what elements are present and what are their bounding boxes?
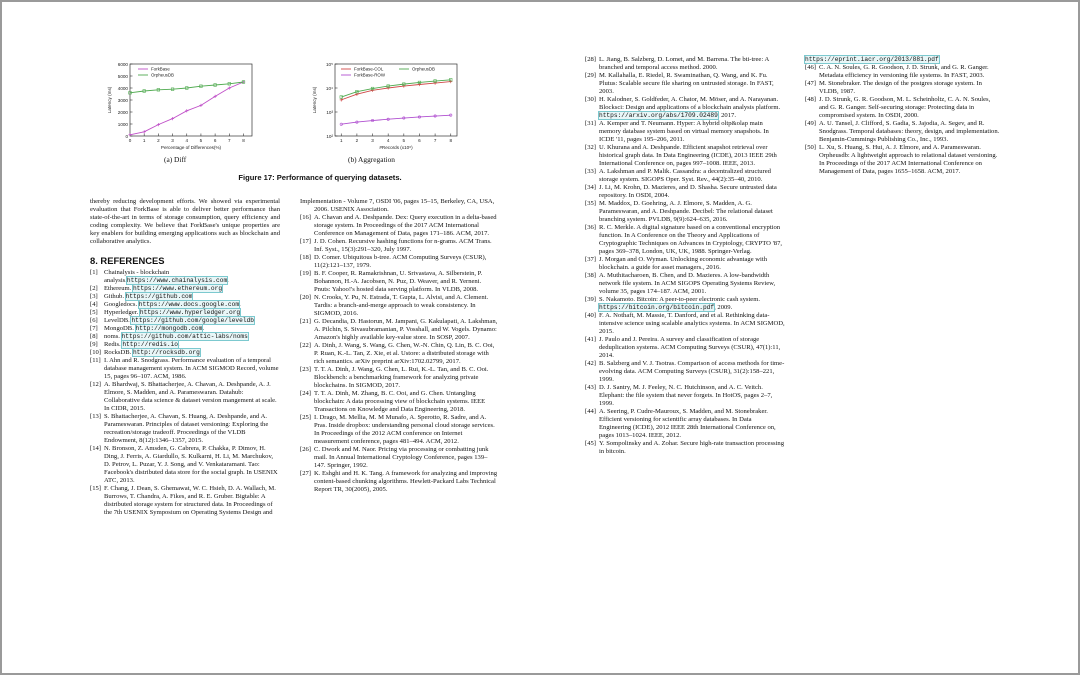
- reference-text: M. Maddox, D. Goehring, A. J. Elmore, S. Madden, A. G. Parameswaran, and A. Deshpande. Decibel: The relational dataset branching system. PVLDB, 9(9):624–635, 2016.: [599, 200, 773, 223]
- reference-item: [90, 381, 280, 413]
- reference-item: [805, 80, 1000, 96]
- reference-text: A. U. Tansel, J. Clifford, S. Gadia, S. Jajodia, A. Segev, and R. Snodgrass. Temporal databases: theory, design, and implementation. Benjamin-Cummings Publishing Co., Inc., 1993.: [819, 120, 1000, 143]
- reference-item: [300, 270, 498, 294]
- reference-number: [1]: [90, 269, 98, 276]
- reference-number: [33]: [585, 168, 596, 175]
- reference-text: G. Decandia, D. Hastorun, M. Jampani, G. Kakulapati, A. Lakshman, A. Pilchin, S. Sivasubramanian, P. Vosshall, and W. Vogels. Dynamo: Amazon's highly available key-value store. In SOSP, 2007.: [314, 318, 498, 341]
- reference-number: [9]: [90, 341, 98, 348]
- reference-number: [2]: [90, 285, 98, 292]
- x-tick-label: 6: [213, 138, 217, 143]
- reference-item: [585, 408, 785, 440]
- reference-number: [30]: [585, 96, 596, 103]
- subcaption-aggregation: (b) Aggregation: [348, 155, 395, 164]
- reference-item: [585, 312, 785, 336]
- x-tick-label: 2: [157, 138, 160, 143]
- reference-number: [19]: [300, 270, 311, 277]
- x-tick-label: 2: [355, 138, 359, 143]
- x-tick-label: 7: [228, 138, 231, 143]
- reference-text: C. Dwork and M. Naor. Pricing via processing or combatting junk mail. In Annual International Cryptology Conference, pages 139–147. Springer, 1992.: [314, 446, 489, 469]
- y-tick-label: 0: [125, 133, 128, 139]
- reference-item: [300, 238, 498, 254]
- reference-number: [36]: [585, 224, 596, 231]
- reference-text: T. T. A. Dinh, J. Wang, G. Chen, L. Rui, K.-L. Tan, and B. C. Ooi. Blockbench: a benchmarking framework for analyzing private blockchains. In SIGMOD, 2017.: [314, 366, 489, 389]
- reference-text: LevelDB.: [104, 317, 132, 324]
- reference-text: S. Nakamoto. Bitcoin: A peer-to-peer electronic cash system.: [599, 296, 761, 303]
- reference-number: [38]: [585, 272, 596, 279]
- reference-text: A. Muthitacharoen, B. Chen, and D. Mazieres. A low-bandwidth network file system. In ACM SIGOPS Operating Systems Review, volume 35, pages 174–187. ACM, 2001.: [599, 272, 776, 295]
- reference-text: M. Stonebraker. The design of the postgres storage system. In VLDB, 1987.: [819, 80, 982, 95]
- y-tick-label: 10⁴: [325, 85, 333, 91]
- column-4: [805, 56, 1000, 176]
- reference-item: [585, 272, 785, 296]
- reference-item: [300, 390, 498, 414]
- reference-number: [44]: [585, 408, 596, 415]
- y-tick-label: 1000: [117, 121, 128, 127]
- reference-text: B. F. Cooper, R. Ramakrishnan, U. Srivastava, A. Silberstein, P. Bohannon, H.-A. Jacobsen, N. Puz, D. Weaver, and R. Yerneni. Pnuts: Yahoo!'s hosted data serving platform. In VLDB, 2008.: [314, 270, 483, 293]
- reference-number: [18]: [300, 254, 311, 261]
- reference-item: [90, 317, 280, 325]
- x-tick-label: 5: [199, 138, 203, 143]
- x-tick-label: 8: [449, 138, 453, 143]
- reference-item: [805, 144, 1000, 176]
- reference-number: [48]: [805, 96, 816, 103]
- reference-link[interactable]: https://bitcoin.org/bitcoin.pdf: [599, 304, 715, 311]
- reference-item: [300, 446, 498, 470]
- reference-item: [90, 445, 280, 485]
- reference-text: Y. Sompolinsky and A. Zohar. Secure high-rate transaction processing in bitcoin.: [599, 440, 785, 455]
- figure-17: [100, 52, 520, 182]
- series-line: [130, 82, 243, 135]
- reference-item: [90, 269, 280, 285]
- reference-item: [90, 413, 280, 445]
- reference-number: [40]: [585, 312, 596, 319]
- reference-item: [90, 309, 280, 317]
- reference-number: [24]: [300, 390, 311, 397]
- reference-item: [585, 168, 785, 184]
- figure-caption: Figure 17: Performance of querying datasets.: [238, 173, 402, 182]
- reference-link[interactable]: https://github.com: [125, 293, 193, 300]
- reference-suffix: .: [202, 325, 205, 332]
- chart-diff: [100, 58, 260, 158]
- reference-link[interactable]: http://redis.io: [122, 341, 179, 348]
- reference-suffix: , 2009.: [714, 304, 733, 311]
- reference-text: A. Lakshman and P. Malik. Cassandra: a decentralized structured storage system. SIGOPS Oper. Syst. Rev., 44(2):35–40, 2010.: [599, 168, 771, 183]
- reference-item: [300, 318, 498, 342]
- reference-text: H. Kalodner, S. Goldfeder, A. Chator, M. Möser, and A. Narayanan. Blocksci: Design and applications of a blockchain analysis platform.: [599, 96, 781, 111]
- x-tick-label: 8: [242, 138, 245, 143]
- plot-frame: [130, 64, 252, 136]
- reference-text: Hyperledger.: [104, 309, 140, 316]
- reference-number: [3]: [90, 293, 98, 300]
- reference-item: [585, 256, 785, 272]
- reference-link[interactable]: https://www.ethereum.org: [132, 285, 223, 292]
- references-list-4: [805, 56, 1000, 176]
- column-2: [300, 198, 498, 494]
- x-tick-label: 1: [339, 138, 343, 143]
- reference-text: Redis.: [104, 341, 123, 348]
- column-1: [90, 198, 280, 517]
- series-forkbase: [128, 80, 245, 136]
- reference-text: MongoDB.: [104, 325, 136, 332]
- reference-suffix: , 2017.: [717, 112, 736, 119]
- reference-text: R. C. Merkle. A digital signature based on a conventional encryption function. In A Conference on the Theory and Applications of Cryptographic Techniques on Advances in Cryptology, CRYPTO '87, pages 369–378, London, UK, UK, 1988. Springer-Verlag.: [599, 224, 783, 255]
- chart-aggregation: [305, 58, 465, 158]
- reference-item: [300, 254, 498, 270]
- reference-text: T. T. A. Dinh, M. Zhang, B. C. Ooi, and G. Chen. Untangling blockchain: A data processing view of blockchain systems. IEEE Transactions on Knowledge and Data Engineering, 2018.: [314, 390, 486, 413]
- reference-text: Implementation - Volume 7, OSDI '06, pages 15–15, Berkeley, CA, USA, 2006. USENIX Association.: [300, 198, 495, 213]
- legend-entry: ForkBase-ROW: [354, 72, 385, 78]
- reference-text: N. Bronson, Z. Amsden, G. Cabrera, P. Chakka, P. Dimov, H. Ding, J. Ferris, A. Giardullo, S. Kulkarni, H. Li, M. Marchukov, D. Petrov, L. Puzar, Y. J. Song, and V. Venkataramani. Tao: Facebook's distributed data store for the social graph. In USENIX ATC, 2013.: [104, 445, 278, 484]
- reference-number: [49]: [805, 120, 816, 127]
- reference-text: A. Chavan and A. Deshpande. Dex: Query execution in a delta-based storage system. In Proceedings of the 2017 ACM International Conference on Management of Data, pages 171–186. ACM, 2017.: [314, 214, 497, 237]
- reference-number: [21]: [300, 318, 311, 325]
- series-forkbase-row: [340, 114, 452, 125]
- reference-item: [90, 333, 280, 341]
- reference-suffix: .: [938, 56, 941, 63]
- references-list-2: [300, 198, 498, 494]
- reference-number: [45]: [585, 440, 596, 447]
- references-heading: 8. REFERENCES: [90, 255, 165, 266]
- legend: [341, 67, 435, 78]
- reference-number: [8]: [90, 333, 98, 340]
- reference-item: [300, 414, 498, 446]
- reference-item: [585, 72, 785, 96]
- reference-link[interactable]: https://www.chainalysis.com: [126, 277, 228, 284]
- reference-item: [585, 56, 785, 72]
- x-tick-label: 7: [433, 138, 437, 143]
- reference-number: [20]: [300, 294, 311, 301]
- reference-text: F. Chang, J. Dean, S. Ghemawat, W. C. Hsieh, D. A. Wallach, M. Burrows, T. Chandra, A. Fikes, and R. E. Gruber. Bigtable: A distributed storage system for structured data. In Proceedings of the 7th USENIX Symposium on Operating Systems Design and: [104, 485, 276, 516]
- legend: [138, 67, 174, 78]
- reference-text: B. Salzberg and V. J. Tsotras. Comparison of access methods for time-evolving data. ACM Computing Surveys (CSUR), 31(2):158–221, 1999.: [599, 360, 785, 383]
- y-tick-label: 10⁵: [325, 61, 333, 67]
- reference-number: [11]: [90, 357, 101, 364]
- x-axis-label: Percentage of Differences(%): [160, 145, 222, 150]
- reference-text: D. Comer. Ubiquitous b-tree. ACM Computing Surveys (CSUR), 11(2):121–137, 1979.: [314, 254, 487, 269]
- reference-item: [300, 366, 498, 390]
- reference-number: [43]: [585, 384, 596, 391]
- reference-item: [90, 301, 280, 309]
- reference-suffix: .: [178, 341, 180, 348]
- references-list-3: [585, 56, 785, 456]
- y-tick-label: 10²: [326, 133, 333, 139]
- reference-text: RocksDB.: [104, 349, 133, 356]
- reference-item: [585, 224, 785, 256]
- reference-text: J. Li, M. Krohn, D. Mazieres, and D. Shasha. Secure untrusted data repository. In OSDI, 2004.: [599, 184, 777, 199]
- series-line: [341, 82, 450, 100]
- reference-item: [585, 336, 785, 360]
- reference-item: [585, 384, 785, 408]
- reference-number: [37]: [585, 256, 596, 263]
- reference-item: [585, 440, 785, 456]
- reference-item: [585, 96, 785, 120]
- reference-text: S. Bhattacherjee, A. Chavan, S. Huang, A. Deshpande, and A. Parameswaran. Principles of dataset versioning: Exploring the recreation/storage tradeoff. Proceedings of the VLDB Endowment, 8(12):1346–1357, 2015.: [104, 413, 269, 444]
- reference-text: Ethereum.: [104, 285, 133, 292]
- reference-number: [25]: [300, 414, 311, 421]
- reference-item: [805, 56, 1000, 64]
- reference-number: [39]: [585, 296, 596, 303]
- reference-text: A. Dinh, J. Wang, S. Wang, G. Chen, W.-N. Chin, Q. Lin, B. C. Ooi, P. Ruan, K.-L. Tan, Z. Xie, et al. Ustore: a distributed storage with rich semantics. arXiv preprint arXiv:1702.02799, 2017.: [314, 342, 495, 365]
- x-tick-label: 4: [386, 138, 390, 143]
- reference-number: [28]: [585, 56, 596, 63]
- series-forkbase-col: [340, 80, 453, 101]
- reference-number: [12]: [90, 381, 101, 388]
- reference-number: [16]: [300, 214, 311, 221]
- reference-item: [585, 144, 785, 168]
- reference-number: [7]: [90, 325, 98, 332]
- x-tick-label: 1: [142, 138, 146, 143]
- reference-item: [300, 214, 498, 238]
- reference-text: Github.: [104, 293, 126, 300]
- reference-text: J. Paulo and J. Pereira. A survey and classification of storage deduplication systems. ACM Computing Surveys (CSUR), 47(1):11, 2014.: [599, 336, 781, 359]
- reference-item: [300, 470, 498, 494]
- reference-number: [15]: [90, 485, 101, 492]
- reference-text: A. Bhardwaj, S. Bhattacherjee, A. Chavan, A. Deshpande, A. J. Elmore, S. Madden, and A. Parameswaran. Datahub: Collaborative data science & dataset version mangement at scale. In CIDR, 2015.: [104, 381, 277, 412]
- reference-text: J. Morgan and O. Wyman. Unlocking economic advantage with blockchain. a guide for asset managers., 2016.: [599, 256, 768, 271]
- reference-link[interactable]: https://github.com/attic-labs/noms: [121, 333, 248, 340]
- reference-item: [300, 342, 498, 366]
- reference-number: [34]: [585, 184, 596, 191]
- reference-number: [29]: [585, 72, 596, 79]
- y-tick-label: 6000: [117, 61, 128, 67]
- reference-suffix: .: [199, 349, 202, 356]
- reference-text: K. Eshghi and H. K. Tang. A framework for analyzing and improving content-based chunking algorithms. Hewlett-Packard Labs Technical Report TR, 30(2005), 2005.: [314, 470, 498, 493]
- reference-item: [90, 285, 280, 293]
- reference-link[interactable]: https://www.docs.google.com: [138, 301, 240, 308]
- reference-link[interactable]: http://mongodb.com: [135, 325, 203, 332]
- column-3: [585, 56, 785, 456]
- x-tick-label: 4: [185, 138, 189, 143]
- body-paragraph: thereby reducing development efforts. We showed via experimental evaluation that ForkBase is able to deliver better performance than state-of-the-art in terms of storage consumption, query efficiency and coding complexity. We believe that ForkBase's unique properties are key enablers for building emerging applications such as blockchain and collaborative analytics.: [90, 198, 280, 245]
- reference-text: J. D. Cohen. Recursive hashing functions for n-grams. ACM Trans. Inf. Syst., 15(3):291–320, July 1997.: [314, 238, 492, 253]
- reference-number: [50]: [805, 144, 816, 151]
- x-tick-label: 6: [418, 138, 421, 143]
- reference-item: [300, 294, 498, 318]
- reference-number: [17]: [300, 238, 311, 245]
- reference-text: I. Ahn and R. Snodgrass. Performance evaluation of a temporal database management system. In ACM SIGMOD Record, volume 15, pages 96–107. ACM, 1986.: [104, 357, 279, 380]
- y-tick-label: 10³: [326, 109, 333, 115]
- legend-entry: OrpheusDB: [151, 72, 174, 78]
- reference-suffix: .: [227, 277, 229, 284]
- reference-item: [585, 184, 785, 200]
- reference-item: [805, 64, 1000, 80]
- reference-link[interactable]: https://github.com/google/leveldb: [131, 317, 255, 324]
- reference-text: F. A. Nothaft, M. Massie, T. Danford, and et al. Rethinking data-intensive science using scalable analytics systems. In ACM SIGMOD, 2015.: [599, 312, 785, 335]
- reference-item: [90, 325, 280, 333]
- reference-item: [585, 296, 785, 312]
- reference-number: [41]: [585, 336, 596, 343]
- x-tick-label: 3: [371, 138, 374, 143]
- reference-text: J. D. Strunk, G. R. Goodson, M. L. Scheinholtz, C. A. N. Soules, and G. R. Ganger. Self-securing storage: Protecting data in compromised system. In OSDI, 2000.: [819, 96, 991, 119]
- legend-entry: ForkBase: [151, 66, 170, 72]
- reference-number: [14]: [90, 445, 101, 452]
- reference-item: [90, 349, 280, 357]
- x-tick-label: 3: [171, 138, 174, 143]
- reference-text: A. Kemper and T. Neumann. Hyper: A hybrid oltp&olap main memory database system based on virtual memory snapshots. In ICDE '11, pages 195–206, 2011.: [599, 120, 769, 143]
- reference-number: [32]: [585, 144, 596, 151]
- legend-entry: ForkBase-COL: [354, 66, 384, 72]
- reference-item: [585, 120, 785, 144]
- reference-number: [5]: [90, 309, 98, 316]
- reference-item: [90, 341, 280, 349]
- y-tick-label: 4000: [117, 85, 128, 91]
- x-tick-label: 0: [128, 138, 132, 143]
- reference-number: [42]: [585, 360, 596, 367]
- reference-number: [26]: [300, 446, 311, 453]
- reference-suffix: .: [239, 301, 241, 308]
- reference-text: U. Khurana and A. Deshpande. Efficient snapshot retrieval over historical graph data. In Data Engineering (ICDE), 2013 IEEE 29th International Conference on, pages 997–1008. IEEE, 2013.: [599, 144, 777, 167]
- reference-text: noms.: [104, 333, 122, 340]
- y-axis-label: Latency (ms): [312, 86, 317, 114]
- reference-text: Chainalysis - blockchain analysis.: [104, 269, 170, 284]
- reference-item: [585, 360, 785, 384]
- reference-item: [585, 200, 785, 224]
- reference-item: [805, 120, 1000, 144]
- reference-link[interactable]: http://rocksdb.org: [132, 349, 200, 356]
- reference-text: L. Jiang, B. Salzberg, D. Lomet, and M. Barrena. The bti-tree: A branched and temporal access method. 2000.: [599, 56, 769, 71]
- y-tick-label: 3000: [117, 97, 128, 103]
- reference-item: [90, 357, 280, 381]
- y-tick-label: 5000: [117, 73, 128, 79]
- series-orpheusdb: [129, 81, 245, 94]
- reference-number: [22]: [300, 342, 311, 349]
- reference-text: N. Crooks, Y. Pu, N. Estrada, T. Gupta, L. Alvisi, and A. Clement. Tardis: a branch-and-merge approach to weak consistency. In SIGMOD, 2016.: [314, 294, 489, 317]
- subcaption-diff: (a) Diff: [164, 155, 187, 164]
- reference-link[interactable]: https://arxiv.org/abs/1709.02489: [599, 112, 718, 119]
- reference-text: C. A. N. Soules, G. R. Goodson, J. D. Strunk, and G. R. Ganger. Metadata efficiency in versioning file systems. In FAST, 2003.: [819, 64, 989, 79]
- reference-number: [23]: [300, 366, 311, 373]
- reference-suffix: .: [247, 333, 250, 340]
- reference-item: [805, 96, 1000, 120]
- reference-text: I. Drago, M. Mellia, M. M Munafo, A. Sperotto, R. Sadre, and A. Pras. Inside dropbox: understanding personal cloud storage services. In Proceedings of the 2012 ACM conference on Internet measurement conference, pages 481–494. ACM, 2012.: [314, 414, 495, 445]
- x-tick-label: 5: [402, 138, 406, 143]
- reference-text: A. Seering, P. Cudre-Mauroux, S. Madden, and M. Stonebraker. Efficient versioning for scientific array databases. In Data Engineering (ICDE), 2012 IEEE 28th International Conference on, pages 1013–1024. IEEE, 2012.: [599, 408, 776, 439]
- reference-number: [10]: [90, 349, 101, 356]
- reference-text: D. J. Santry, M. J. Feeley, N. C. Hutchinson, and A. C. Veitch. Elephant: the file system that never forgets. In HotOS, pages 2–7, 1999.: [599, 384, 773, 407]
- reference-link[interactable]: https://eprint.iacr.org/2013/881.pdf: [805, 56, 939, 63]
- reference-number: [35]: [585, 200, 596, 207]
- reference-number: [31]: [585, 120, 596, 127]
- reference-item: [90, 485, 280, 517]
- reference-number: [4]: [90, 301, 98, 308]
- y-tick-label: 2000: [117, 109, 128, 115]
- references-list-1: [90, 269, 280, 517]
- reference-number: [47]: [805, 80, 816, 87]
- reference-item: [300, 198, 498, 214]
- reference-item: [90, 293, 280, 301]
- series-line: [130, 82, 243, 93]
- reference-number: [13]: [90, 413, 101, 420]
- reference-number: [6]: [90, 317, 98, 324]
- reference-number: [27]: [300, 470, 311, 477]
- reference-link[interactable]: https://www.hyperledger.org: [139, 309, 241, 316]
- x-axis-label: #Records (x10⁶): [379, 145, 413, 150]
- reference-text: M. Kallahalla, E. Riedel, R. Swaminathan, Q. Wang, and K. Fu. Plutus: Scalable secure file sharing on untrusted storage. In FAST, 2003.: [599, 72, 774, 95]
- reference-text: L. Xu, S. Huang, S. Hui, A. J. Elmore, and A. Parameswaran. Orpheusdb: A lightweight approach to relational dataset versioning. In Proceedings of the 2017 ACM International Conference on Management of Data, pages 1655–1658. ACM, 2017.: [819, 144, 998, 175]
- reference-text: Googledocs.: [104, 301, 139, 308]
- reference-number: [46]: [805, 64, 816, 71]
- y-axis-label: Latency (ms): [107, 86, 112, 114]
- legend-entry: OrpheusDB: [412, 66, 435, 72]
